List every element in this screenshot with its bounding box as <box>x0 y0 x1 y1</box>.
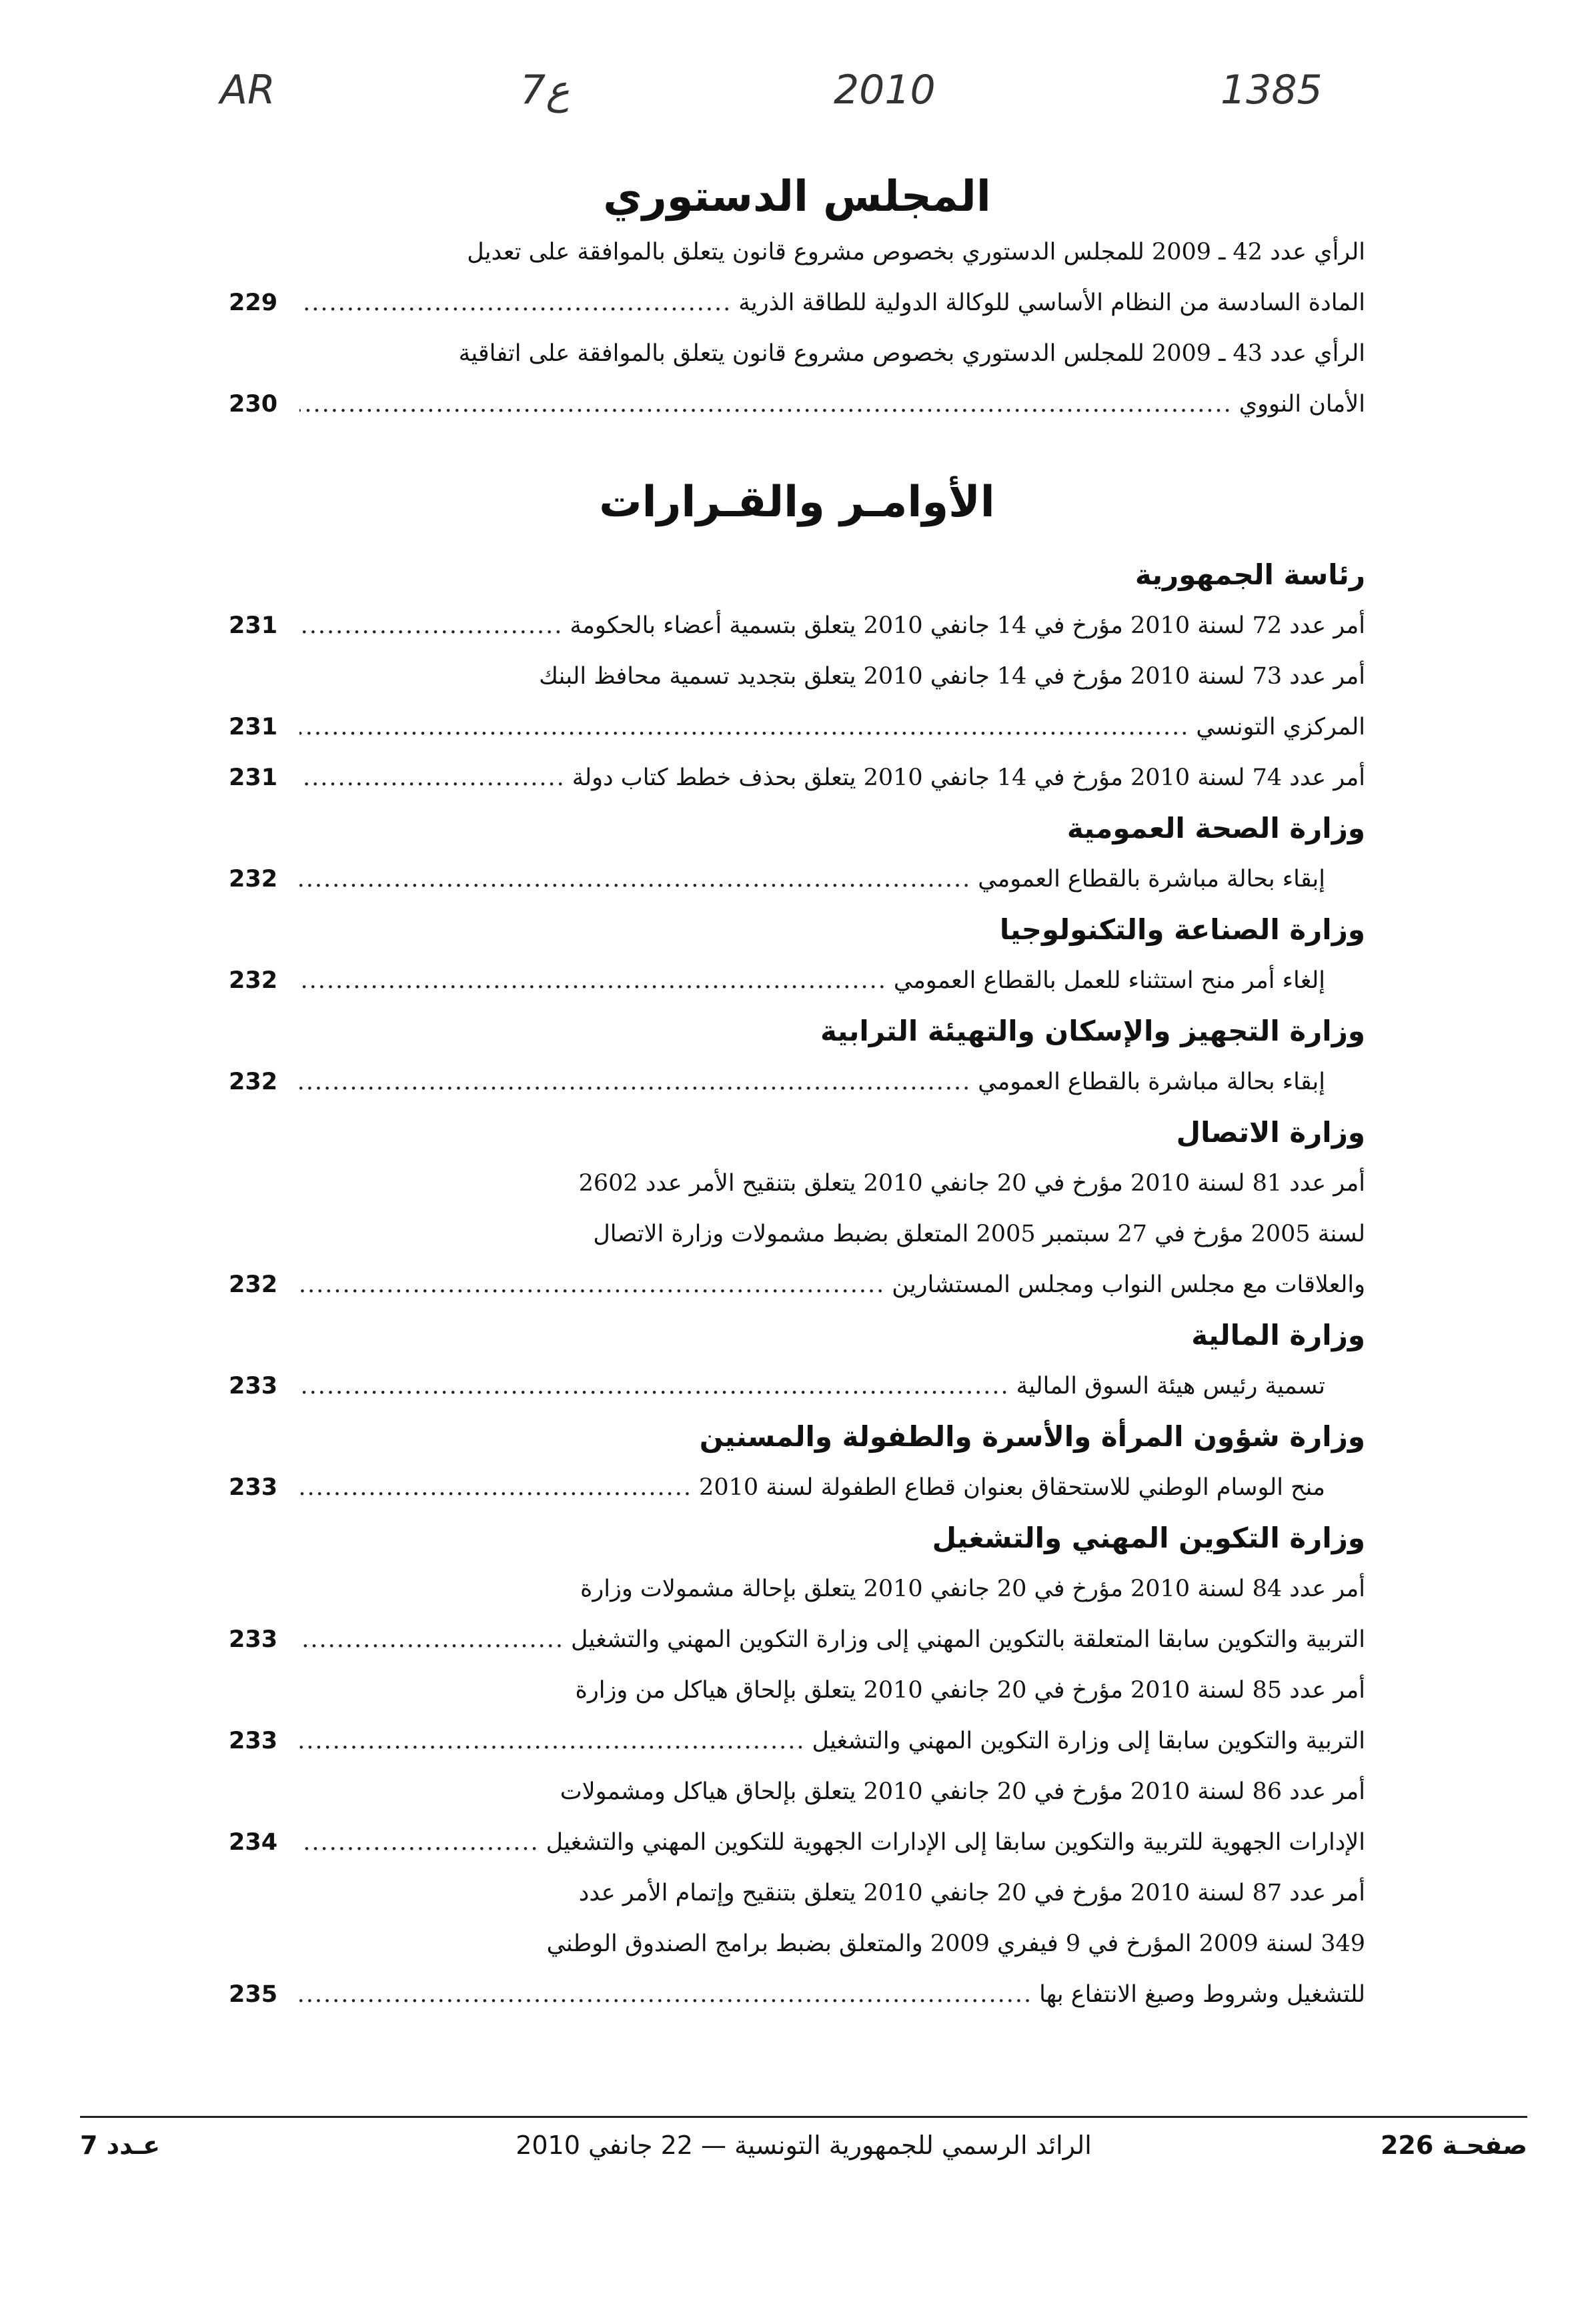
orders-decisions-title: الأوامـر والقـرارات <box>599 478 995 527</box>
entry-text: أمر عدد 85 لسنة 2010 مؤرخ في 20 جانفي 2010 يتعلق بإلحاق هياكل من وزارة <box>575 1677 1365 1704</box>
ministry-section <box>229 1107 1365 1310</box>
entry-text: لسنة 2005 مؤرخ في 27 سبتمبر 2005 المتعلق بضبط مشمولات وزارة الاتصال <box>593 1221 1365 1247</box>
entry-text: المادة السادسة من النظام الأساسي للوكالة الدولية للطاقة الذرية <box>738 290 1365 316</box>
leader-dots <box>299 379 1233 430</box>
toc-entry-line <box>229 1969 1365 2020</box>
footer-divider <box>80 2116 1527 2118</box>
handwritten-note-year: 2010 <box>834 67 936 113</box>
toc-entry-line <box>229 1766 1365 1817</box>
entry-text: الأمان النووي <box>1239 391 1365 418</box>
toc-entry-line <box>229 955 1365 1006</box>
leader-dots <box>299 752 566 803</box>
handwritten-note-ar: AR <box>220 67 275 113</box>
ministry-section <box>229 1411 1365 1513</box>
constitutional-council-entries <box>229 227 1365 430</box>
table-of-contents <box>229 167 1365 2020</box>
entry-text: التربية والتكوين سابقا إلى وزارة التكوين المهني والتشغيل <box>812 1728 1365 1754</box>
ministry-section <box>229 905 1365 1006</box>
ministry-sections <box>229 550 1365 2020</box>
entry-page-number: 234 <box>229 1829 278 1856</box>
toc-entry-line <box>229 600 1365 651</box>
leader-dots <box>299 1716 805 1766</box>
journal-title-date: الرائد الرسمي للجمهورية التونسية — 22 جانفي 2010 <box>516 2131 1092 2160</box>
leader-dots <box>299 1817 540 1868</box>
leader-dots <box>299 1361 1010 1411</box>
toc-entry-line <box>229 1259 1365 1310</box>
entry-page-number: 235 <box>229 1981 278 2008</box>
entry-text: أمر عدد 73 لسنة 2010 مؤرخ في 14 جانفي 2010 يتعلق بتجديد تسمية محافظ البنك <box>539 663 1365 690</box>
leader-dots <box>299 955 887 1006</box>
ministry-heading: وزارة التكوين المهني والتشغيل <box>932 1522 1365 1554</box>
ministry-section <box>229 1513 1365 2020</box>
handwritten-note-number: 1385 <box>1221 67 1323 113</box>
ministry-section <box>229 1006 1365 1107</box>
entry-page-number: 232 <box>229 866 278 893</box>
issue-number: عـدد 7 <box>80 2131 161 2160</box>
toc-entry-line <box>229 1665 1365 1716</box>
ministry-heading: وزارة الاتصال <box>1176 1116 1365 1149</box>
constitutional-council-title: المجلس الدستوري <box>603 172 991 221</box>
entry-page-number: 231 <box>229 764 278 791</box>
entry-text: الرأي عدد 42 ـ 2009 للمجلس الدستوري بخصوص مشروع قانون يتعلق بالموافقة على تعديل <box>467 239 1365 265</box>
entry-page-number: 232 <box>229 967 278 994</box>
toc-entry-line <box>229 1614 1365 1665</box>
entry-text: أمر عدد 86 لسنة 2010 مؤرخ في 20 جانفي 2010 يتعلق بإلحاق هياكل ومشمولات <box>560 1778 1365 1805</box>
entry-page-number: 231 <box>229 612 278 639</box>
entry-page-number: 233 <box>229 1373 278 1399</box>
ministry-section <box>229 803 1365 905</box>
page-footer <box>80 2125 1527 2165</box>
leader-dots <box>299 702 1189 752</box>
entry-text: أمر عدد 87 لسنة 2010 مؤرخ في 20 جانفي 2010 يتعلق بتنقيح وإتمام الأمر عدد <box>578 1880 1365 1906</box>
entry-page-number: 233 <box>229 1474 278 1501</box>
entry-page-number: 233 <box>229 1626 278 1653</box>
entry-text: تسمية رئيس هيئة السوق المالية <box>1016 1373 1325 1399</box>
entry-text: أمر عدد 84 لسنة 2010 مؤرخ في 20 جانفي 2010 يتعلق بإحالة مشمولات وزارة <box>580 1576 1365 1602</box>
toc-entry-line <box>229 1209 1365 1259</box>
toc-entry-line <box>229 1158 1365 1209</box>
entry-page-number: 232 <box>229 1271 278 1298</box>
toc-entry-line <box>229 1817 1365 1868</box>
ministry-section <box>229 550 1365 803</box>
toc-entry-line <box>229 651 1365 702</box>
entry-text: إبقاء بحالة مباشرة بالقطاع العمومي <box>978 866 1325 893</box>
entry-text: أمر عدد 74 لسنة 2010 مؤرخ في 14 جانفي 2010 يتعلق بحذف خطط كتاب دولة <box>572 764 1365 791</box>
toc-entry-line <box>229 1057 1365 1107</box>
leader-dots <box>299 854 971 905</box>
entry-text: أمر عدد 72 لسنة 2010 مؤرخ في 14 جانفي 2010 يتعلق بتسمية أعضاء بالحكومة <box>570 612 1365 639</box>
page-number: صفحـة 226 <box>1380 2131 1527 2160</box>
toc-entry-line <box>229 1564 1365 1614</box>
leader-dots <box>299 1259 885 1310</box>
toc-entry-line <box>229 379 1365 430</box>
entry-text: إبقاء بحالة مباشرة بالقطاع العمومي <box>978 1069 1325 1095</box>
leader-dots <box>299 277 732 328</box>
toc-entry-line <box>229 1462 1365 1513</box>
entry-text: والعلاقات مع مجلس النواب ومجلس المستشارين <box>892 1271 1365 1298</box>
toc-entry-line <box>229 702 1365 752</box>
entry-text: الرأي عدد 43 ـ 2009 للمجلس الدستوري بخصوص مشروع قانون يتعلق بالموافقة على اتفاقية <box>458 340 1365 367</box>
entry-page-number: 230 <box>229 391 278 418</box>
ministry-heading: وزارة الصناعة والتكنولوجيا <box>999 913 1365 946</box>
entry-text: الإدارات الجهوية للتربية والتكوين سابقا إلى الإدارات الجهوية للتكوين المهني والتشغيل <box>546 1829 1365 1856</box>
entry-page-number: 232 <box>229 1069 278 1095</box>
leader-dots <box>299 1057 971 1107</box>
entry-text: المركزي التونسي <box>1196 714 1365 740</box>
ministry-heading: وزارة المالية <box>1191 1319 1365 1351</box>
toc-entry-line <box>229 277 1365 328</box>
ministry-section <box>229 1310 1365 1411</box>
toc-entry-line <box>229 854 1365 905</box>
toc-entry-line <box>229 1918 1365 1969</box>
ministry-heading: رئاسة الجمهورية <box>1134 558 1365 591</box>
entry-text: التربية والتكوين سابقا المتعلقة بالتكوين المهني إلى وزارة التكوين المهني والتشغيل <box>571 1626 1365 1653</box>
toc-entry-line <box>229 752 1365 803</box>
ministry-heading: وزارة شؤون المرأة والأسرة والطفولة والمسنين <box>699 1420 1365 1453</box>
toc-entry-line <box>229 1868 1365 1918</box>
toc-entry-line <box>229 227 1365 277</box>
toc-entry-line <box>229 328 1365 379</box>
ministry-heading: وزارة التجهيز والإسكان والتهيئة الترابية <box>820 1015 1365 1047</box>
entry-text: للتشغيل وشروط وصيغ الانتفاع بها <box>1039 1981 1365 2008</box>
toc-entry-line <box>229 1716 1365 1766</box>
entry-page-number: 229 <box>229 290 278 316</box>
entry-page-number: 233 <box>229 1728 278 1754</box>
leader-dots <box>299 1969 1032 2020</box>
toc-entry-line <box>229 1361 1365 1411</box>
entry-text: إلغاء أمر منح استثناء للعمل بالقطاع العمومي <box>893 967 1325 994</box>
entry-text: أمر عدد 81 لسنة 2010 مؤرخ في 20 جانفي 2010 يتعلق بتنقيح الأمر عدد 2602 <box>578 1170 1365 1197</box>
ministry-heading: وزارة الصحة العمومية <box>1066 812 1365 844</box>
leader-dots <box>299 1614 564 1665</box>
leader-dots <box>299 1462 692 1513</box>
entry-text: 349 لسنة 2009 المؤرخ في 9 فيفري 2009 والمتعلق بضبط برامج الصندوق الوطني <box>546 1930 1365 1957</box>
leader-dots <box>299 600 563 651</box>
entry-page-number: 231 <box>229 714 278 740</box>
entry-text: منح الوسام الوطني للاستحقاق بعنوان قطاع الطفولة لسنة 2010 <box>699 1474 1325 1501</box>
handwritten-note-issue: 7ع <box>520 67 570 113</box>
